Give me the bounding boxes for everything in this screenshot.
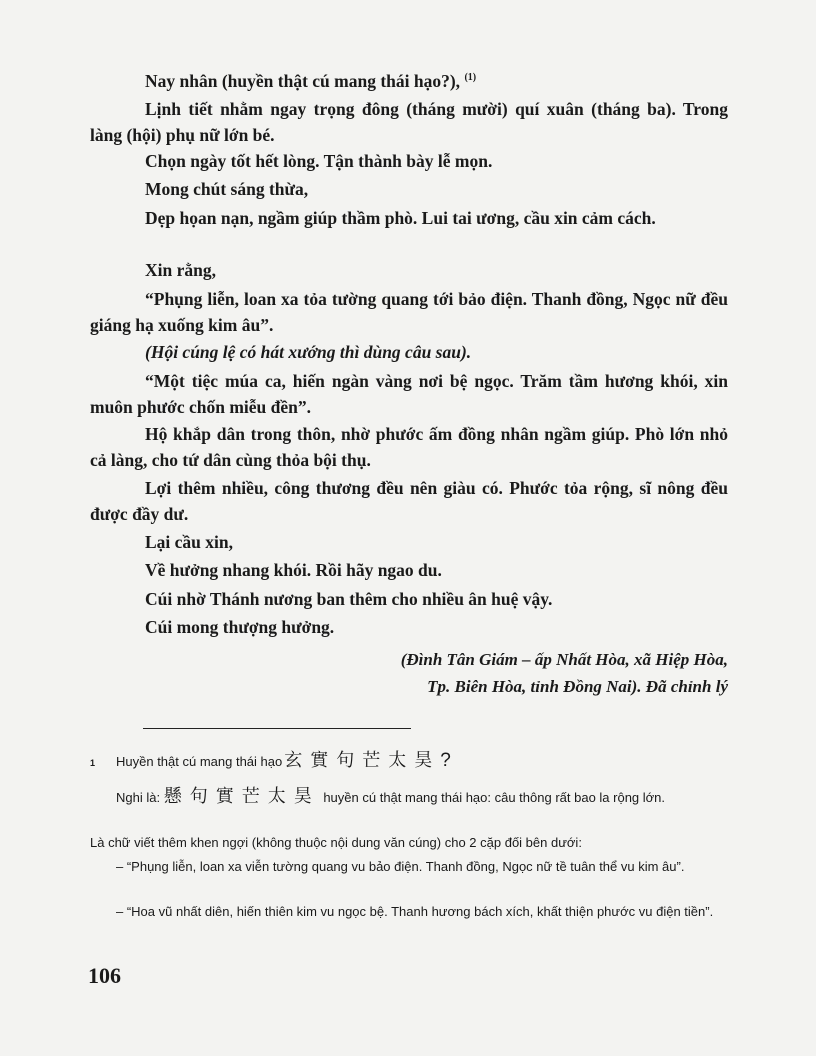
footnote-ref-1: (1) bbox=[464, 72, 477, 83]
page-number: 106 bbox=[88, 963, 121, 988]
footnote-1-cjk: 玄實句芒太昊 bbox=[284, 750, 441, 771]
paragraph-8-italic: (Hội cúng lệ có hát xướng thì dùng câu sau). bbox=[145, 342, 472, 362]
paragraph-1 bbox=[90, 68, 728, 94]
footnote-mark: 1 bbox=[90, 758, 96, 768]
paragraph-1-text: Nay nhân (huyền thật cú mang thái hạo?), bbox=[145, 71, 461, 91]
footnote-5: – “Hoa vũ nhất diên, hiến thiên kim vu ngọc bệ. Thanh hương bách xích, khất thiện phước vu điện tiền”. bbox=[116, 904, 714, 919]
paragraph-11: Lợi thêm nhiều, công thương đều nên giàu có. Phước tỏa rộng, sĩ nông đều được đầy dư. bbox=[90, 478, 728, 524]
paragraph-9: “Một tiệc múa ca, hiến ngàn vàng nơi bệ ngọc. Trăm tầm hương khói, xin muôn phước chốn miễu đền”. bbox=[90, 371, 728, 417]
footnote-3: Là chữ viết thêm khen ngợi (không thuộc nội dung văn cúng) cho 2 cặp đối bên dưới: bbox=[90, 835, 582, 850]
footnote-1-question: ? bbox=[440, 750, 451, 771]
footnote-2-cjk: 懸句實芒太昊 bbox=[163, 786, 320, 807]
paragraph-10: Hộ khắp dân trong thôn, nhờ phước ấm đồng nhân ngầm giúp. Phò lớn nhỏ cả làng, cho tứ dân cùng thỏa bội thụ. bbox=[90, 424, 728, 470]
paragraph-6: Xin rằng, bbox=[145, 260, 216, 280]
paragraph-15: Cúi mong thượng hưởng. bbox=[145, 617, 335, 637]
footnote-2-text: huyền cú thật mang thái hạo: câu thông rất bao la rộng lớn. bbox=[323, 790, 666, 805]
paragraph-13: Về hưởng nhang khói. Rồi hãy ngao du. bbox=[145, 560, 442, 580]
paragraph-3: Chọn ngày tốt hết lòng. Tận thành bày lễ mọn. bbox=[145, 151, 493, 171]
footnote-1-text: Huyền thật cú mang thái hạo bbox=[116, 754, 283, 769]
footnote-2-label: Nghi là: bbox=[116, 790, 161, 805]
paragraph-7: “Phụng liễn, loan xa tỏa tường quang tới bảo điện. Thanh đồng, Ngọc nữ đều giáng hạ xuống kim âu”. bbox=[90, 289, 728, 335]
paragraph-14: Cúi nhờ Thánh nương ban thêm cho nhiều ân huệ vậy. bbox=[145, 589, 553, 609]
signature-line-1: (Đình Tân Giám – ấp Nhất Hòa, xã Hiệp Hòa, bbox=[400, 650, 728, 669]
footnote-divider bbox=[143, 728, 411, 729]
footnote-1-line bbox=[116, 751, 451, 772]
signature-line-2: Tp. Biên Hòa, tỉnh Đồng Nai). Đã chỉnh lý bbox=[427, 677, 728, 696]
paragraph-5: Dẹp họan nạn, ngầm giúp thầm phò. Lui tai ương, cầu xin cảm cách. bbox=[145, 208, 656, 228]
paragraph-12: Lại cầu xin, bbox=[145, 532, 234, 552]
footnote-4: – “Phụng liễn, loan xa viễn tường quang vu bảo điện. Thanh đồng, Ngọc nữ tề tuân thể vu kim âu”. bbox=[116, 859, 685, 874]
paragraph-4: Mong chút sáng thừa, bbox=[145, 179, 309, 199]
paragraph-2: Lịnh tiết nhằm ngay trọng đông (tháng mười) quí xuân (tháng ba). Trong làng (hội) phụ nữ lớn bé. bbox=[90, 99, 728, 145]
footnote-2 bbox=[116, 787, 728, 808]
